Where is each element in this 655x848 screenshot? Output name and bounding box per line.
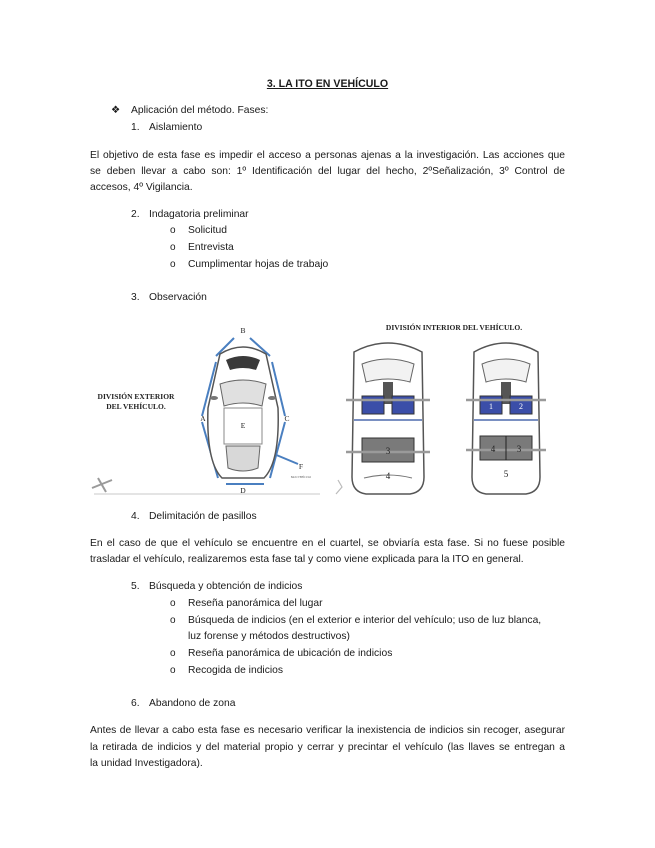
phase-1-number: 1. <box>131 122 140 133</box>
list-bullet: o <box>170 648 176 659</box>
phase-3-number: 3. <box>131 292 140 303</box>
interior-zone-1: 1 <box>489 402 493 411</box>
phase-6-number: 6. <box>131 698 140 709</box>
list-item: Búsqueda de indicios (en el exterior e interior del vehículo; uso de luz blanca, <box>188 615 542 626</box>
paragraph-line: Antes de llevar a cabo esta fase es necesario verificar la inexistencia de indicios sin recoger, asegurar <box>90 725 565 736</box>
list-item: Solicitud <box>188 225 227 236</box>
phase-4-label: Delimitación de pasillos <box>149 511 257 522</box>
phase-4-number: 4. <box>131 511 140 522</box>
interior-zone-4: 4 <box>385 471 391 481</box>
list-bullet: o <box>170 615 176 626</box>
zone-letter-c: C <box>284 414 290 423</box>
paragraph-line: se deben llevar a cabo son: 1º Identificación del lugar del hecho, 2ºSeñalización, 3º Control de <box>90 166 565 177</box>
list-bullet: o <box>170 225 176 236</box>
interior-title: DIVISIÓN INTERIOR DEL VEHÍCULO. <box>385 323 523 332</box>
page-divider-mark <box>336 480 342 494</box>
list-item: Recogida de indicios <box>188 665 284 676</box>
zone-letter-e: E <box>240 421 246 430</box>
phase-5-label: Búsqueda y obtención de indicios <box>149 581 303 592</box>
vehicle-division-figure <box>88 312 568 500</box>
paragraph-line: En el caso de que el vehículo se encuentre en el cuartel, se obviaría esta fase. Si no fuese posible <box>90 538 565 549</box>
list-bullet: o <box>170 665 176 676</box>
list-bullet: o <box>170 242 176 253</box>
list-item: Entrevista <box>188 242 234 253</box>
paragraph-line: accesos, 4º Vigilancia. <box>90 182 193 193</box>
paragraph-line: la unidad Investigadora). <box>90 758 203 769</box>
phase-2-label: Indagatoria preliminar <box>149 209 249 220</box>
paragraph-line: El objetivo de esta fase es impedir el acceso a personas ajenas a la investigación. Las acciones que <box>90 150 565 161</box>
zone-letter-b: B <box>240 326 246 335</box>
list-item: Reseña panorámica de ubicación de indicios <box>188 648 393 659</box>
car-top-view <box>208 347 278 478</box>
zone-letter-a: A <box>200 414 206 423</box>
zone-letter-f: F <box>298 462 304 471</box>
interior-zone-4b: 4 <box>490 444 496 454</box>
page-title: 3. LA ITO EN VEHÍCULO <box>266 78 389 90</box>
interior-car-left <box>346 343 430 494</box>
phase-6-label: Abandono de zona <box>149 698 236 709</box>
tool-icon <box>92 478 112 492</box>
phase-3-label: Observación <box>149 292 207 303</box>
paragraph-line: la retirada de indicios y del material propio y cerrar y precintar el vehículo (las llaves se entregan a <box>90 742 565 753</box>
interior-zone-3b: 3 <box>516 444 522 454</box>
diamond-bullet-icon: ❖ <box>111 105 121 116</box>
phase-5-number: 5. <box>131 581 140 592</box>
list-item-continuation: luz forense y métodos destructivos) <box>188 631 350 642</box>
phase-1-label: Aislamiento <box>149 122 203 133</box>
zone-letter-d: D <box>240 486 246 495</box>
method-heading: Aplicación del método. Fases: <box>131 105 269 116</box>
interior-zone-5: 5 <box>503 469 509 479</box>
exterior-diagram <box>92 326 320 495</box>
f-caption: BAJO VEHÍCULO <box>290 476 312 479</box>
paragraph-line: trasladar el vehículo, realizaremos esta fase tal y como viene explicada para la ITO en general. <box>90 554 524 565</box>
list-item: Cumplimentar hojas de trabajo <box>188 259 329 270</box>
exterior-title-line-2: DEL VEHÍCULO. <box>106 402 166 411</box>
phase-2-number: 2. <box>131 209 140 220</box>
interior-zone-2: 2 <box>519 402 523 411</box>
interior-car-right <box>466 343 546 494</box>
exterior-title-line-1: DIVISIÓN EXTERIOR <box>97 392 175 401</box>
interior-diagram <box>336 322 546 494</box>
list-bullet: o <box>170 598 176 609</box>
interior-zone-3: 3 <box>385 446 391 456</box>
list-item: Reseña panorámica del lugar <box>188 598 323 609</box>
list-bullet: o <box>170 259 176 270</box>
